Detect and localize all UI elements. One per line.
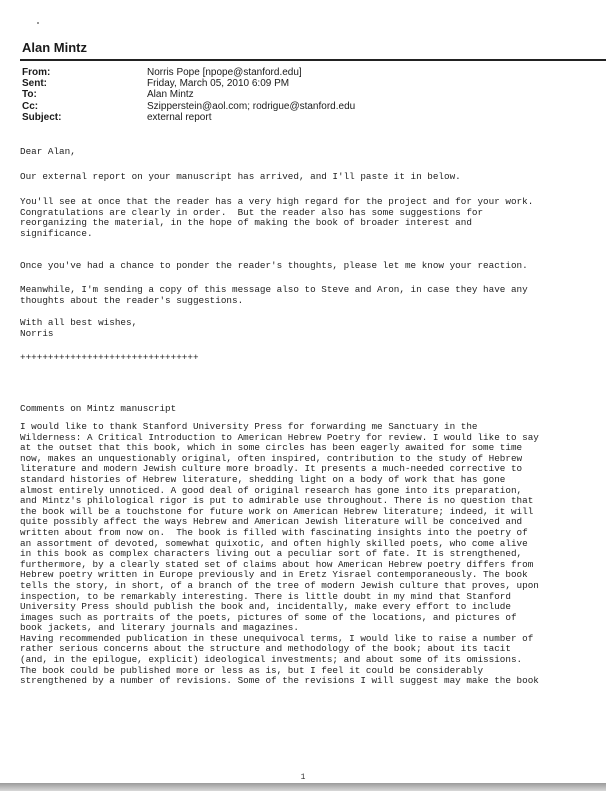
to-row xyxy=(22,89,355,100)
subject-label: Subject: xyxy=(22,111,62,123)
email-paragraph-4 xyxy=(20,285,595,306)
from-row xyxy=(22,67,355,78)
report-title-text: Comments on Mintz manuscript xyxy=(20,403,177,414)
paragraph-text: Meanwhile, I'm sending a copy of this message also to Steve and Aron, in case they have any thoughts about the reader's suggestions. xyxy=(20,284,528,306)
report-body xyxy=(20,422,600,687)
email-header xyxy=(22,67,355,123)
to-value: Alan Mintz xyxy=(147,89,194,101)
subject-value: external report xyxy=(147,111,212,123)
to-label: To: xyxy=(22,89,37,101)
email-paragraph-2 xyxy=(20,197,595,239)
sent-label: Sent: xyxy=(22,78,47,90)
cc-row xyxy=(22,101,355,112)
email-separator xyxy=(20,353,595,364)
cc-label: Cc: xyxy=(22,100,39,112)
subject-row xyxy=(22,112,355,123)
report-paragraph-2: Having recommended publication in these unequivocal terms, I would like to raise a number of rather serious concerns about the structure and methodology of the book; about its tacit (and, in the epilogue, explicit) ideological investments; and about some of its omissions. The book could be published more or less as is, but I feel it could be considerably strengthened by a number of revisions. Some of the revisions I will suggest may make the book xyxy=(20,632,539,687)
scan-speck xyxy=(37,22,39,24)
from-value: Norris Pope [npope@stanford.edu] xyxy=(147,67,302,78)
paragraph-text: Our external report on your manuscript has arrived, and I'll paste it in below. xyxy=(20,171,461,182)
from-label: From: xyxy=(22,67,51,78)
report-paragraph-1: I would like to thank Stanford University Press for forwarding me Sanctuary in the Wilderness: A Critical Introduction to American Hebrew Poetry for review. I would like to say at the outset that this book, which in some circles has been eagerly awaited for some time now, makes an unquestionably original, often inspired, contribution to the study of Hebrew literature and modern Jewish culture more broadly. It presents a much-needed corrective to standard histories of Hebrew literature, shedding light on a body of work that has gone almost entirely unnoticed. A good deal of original research has gone into its preparation, and Mintz's philological rigor is put to admirable use throughout. There is no question that the book will be a touchstone for future work on American Hebrew literature; indeed, it will quite possibly affect the ways Hebrew and American Jewish literature will be conceived and written about from now on. The book is filled with fascinating insights into the poetry of an assortment of devoted, somewhat quixotic, and often highly skilled poets, who come alive in this book as complex characters living out a peculiar sort of fate. It is strengthened, furthermore, by a clearly stated set of claims about how American Hebrew poetry differs from Hebrew poetry written in Europe previously and in Eretz Yisrael contemporaneously. The book tells the story, in short, of a branch of the tree of modern Jewish culture that proves, upon inspection, to be remarkably interesting. There is little doubt in my mind that Stanford University Press should publish the book and, incidentally, make every effort to include images such as portraits of the poets, pictures of some of the locations, and pictures of book jackets, and literary journals and magazines. xyxy=(20,421,539,634)
email-paragraph-1 xyxy=(20,172,595,183)
page-number: 1 xyxy=(300,773,306,782)
paragraph-text: You'll see at once that the reader has a very high regard for the project and for your work. Congratulations are clearly in order. But the reader also has some suggestions for reorganizing the material, in the hope of making the book of broader interest and significance. xyxy=(20,196,534,239)
separator-text: ++++++++++++++++++++++++++++++++ xyxy=(20,352,199,363)
sender-name-heading: Alan Mintz xyxy=(22,40,87,55)
header-rule xyxy=(20,59,606,61)
greeting-text: Dear Alan, xyxy=(20,146,76,157)
sent-row xyxy=(22,78,355,89)
paragraph-text: Once you've had a chance to ponder the reader's thoughts, please let me know your reaction. xyxy=(20,260,528,271)
report-title xyxy=(20,404,595,415)
cc-value: Szipperstein@aol.com; rodrigue@stanford.edu xyxy=(147,100,356,112)
email-greeting xyxy=(20,147,595,158)
email-closing xyxy=(20,318,595,339)
scanner-edge-shadow xyxy=(0,783,606,791)
email-paragraph-3 xyxy=(20,261,595,272)
sent-value: Friday, March 05, 2010 6:09 PM xyxy=(147,78,290,90)
closing-text: With all best wishes, Norris xyxy=(20,317,138,339)
